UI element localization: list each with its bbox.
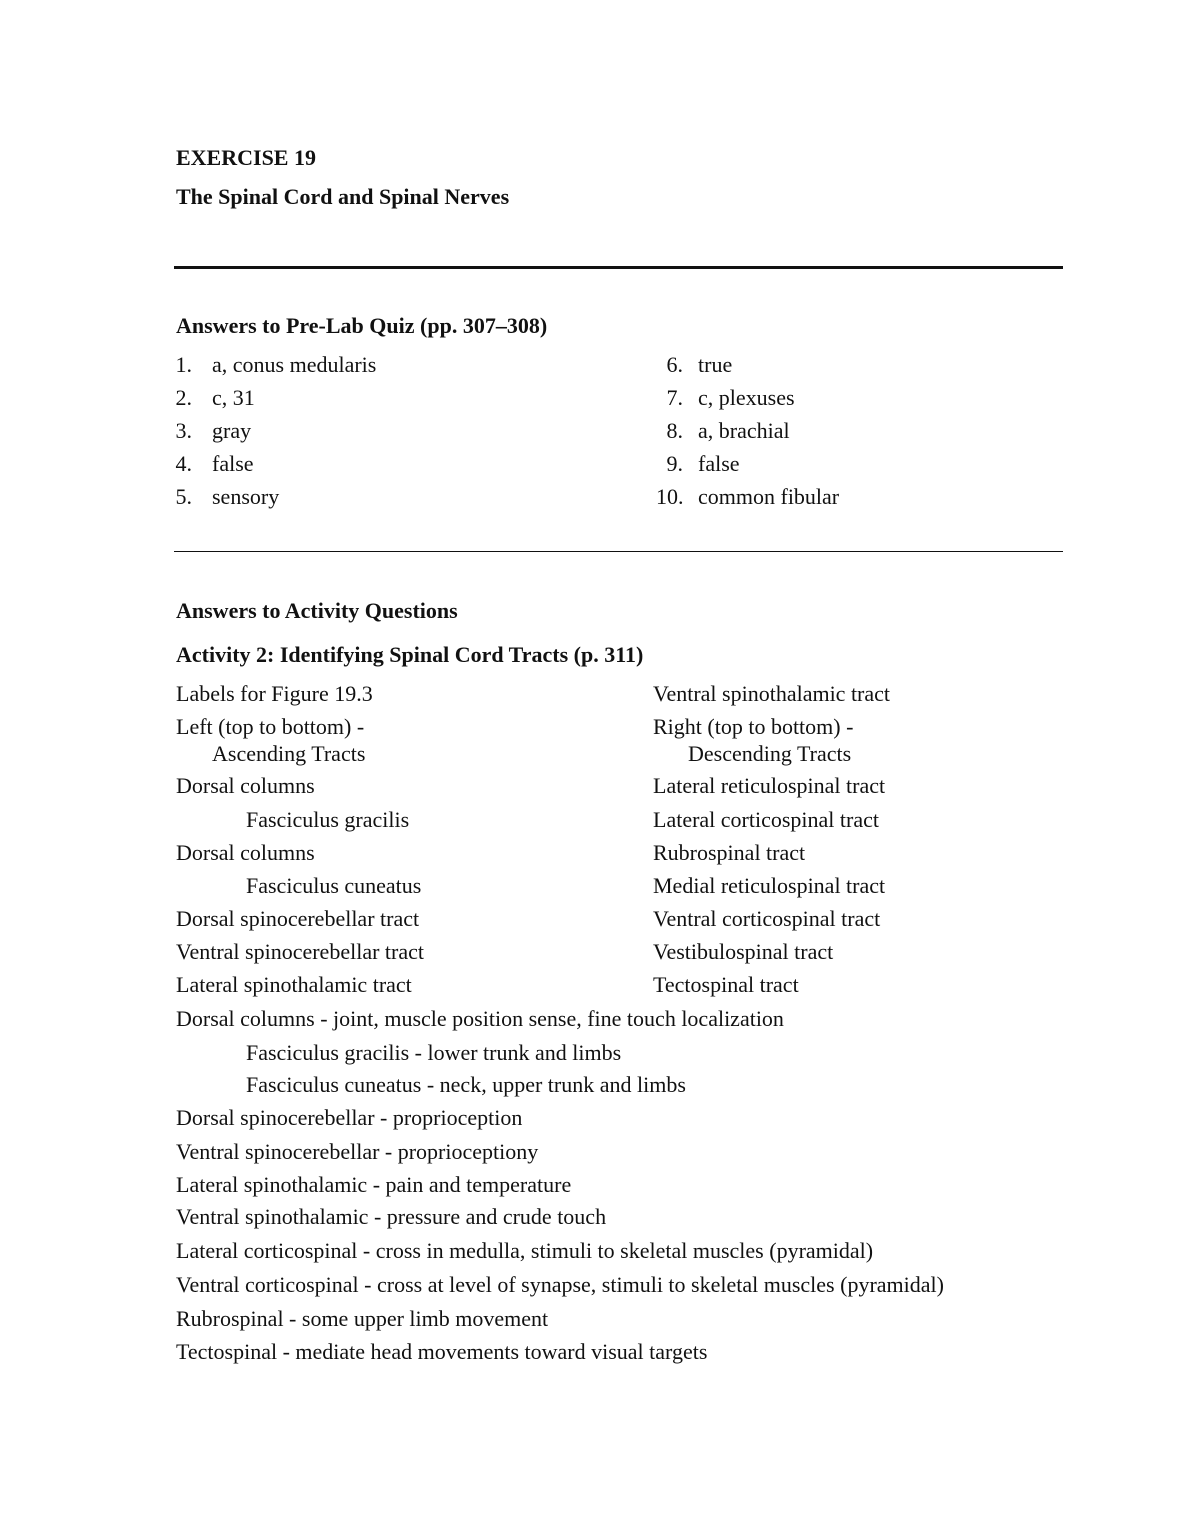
answer-text: c, 31 xyxy=(212,385,255,410)
tract-description: Tectospinal - mediate head movements toward visual targets xyxy=(176,1339,708,1364)
answer-text: false xyxy=(212,451,254,476)
answer-number: 7. xyxy=(666,385,683,410)
figure-label: Ventral spinocerebellar tract xyxy=(176,939,424,964)
figure-label: Rubrospinal tract xyxy=(653,840,806,865)
tract-description: Lateral corticospinal - cross in medulla, stimuli to skeletal muscles (pyramidal) xyxy=(176,1238,874,1263)
answer-number: 3. xyxy=(175,418,192,443)
figure-label: Lateral corticospinal tract xyxy=(653,807,879,832)
prelab-heading: Answers to Pre-Lab Quiz (pp. 307–308) xyxy=(176,313,548,338)
figure-label: Fasciculus gracilis xyxy=(246,807,410,832)
section-divider-thick xyxy=(174,266,1063,269)
answer-text: sensory xyxy=(212,484,280,509)
figure-label: Medial reticulospinal tract xyxy=(653,873,886,898)
figure-label: Fasciculus cuneatus xyxy=(246,873,422,898)
figure-label: Tectospinal tract xyxy=(653,972,799,997)
figure-label: Lateral spinothalamic tract xyxy=(176,972,412,997)
figure-label: Dorsal spinocerebellar tract xyxy=(176,906,420,931)
figure-label: Ascending Tracts xyxy=(212,741,366,766)
tract-description: Ventral spinothalamic - pressure and crude touch xyxy=(176,1204,607,1229)
answer-text: c, plexuses xyxy=(698,385,795,410)
answer-number: 8. xyxy=(666,418,683,443)
figure-label: Descending Tracts xyxy=(688,741,852,766)
figure-label: Labels for Figure 19.3 xyxy=(176,681,373,706)
tract-description: Fasciculus gracilis - lower trunk and limbs xyxy=(246,1040,622,1065)
answer-number: 4. xyxy=(175,451,192,476)
figure-label: Right (top to bottom) - xyxy=(653,714,854,739)
figure-label: Ventral spinothalamic tract xyxy=(653,681,891,706)
answer-text: a, brachial xyxy=(698,418,790,443)
activity-subheading: Activity 2: Identifying Spinal Cord Tracts (p. 311) xyxy=(176,642,644,667)
answer-text: true xyxy=(698,352,733,377)
figure-label: Lateral reticulospinal tract xyxy=(653,773,886,798)
tract-description: Lateral spinothalamic - pain and temperature xyxy=(176,1172,572,1197)
figure-label: Vestibulospinal tract xyxy=(653,939,834,964)
tract-description: Rubrospinal - some upper limb movement xyxy=(176,1306,549,1331)
section-divider-thin xyxy=(174,551,1063,552)
answer-number: 9. xyxy=(666,451,683,476)
answer-number: 6. xyxy=(666,352,683,377)
figure-label: Dorsal columns xyxy=(176,840,315,865)
answer-number: 5. xyxy=(175,484,192,509)
answer-text: a, conus medularis xyxy=(212,352,377,377)
page-title: The Spinal Cord and Spinal Nerves xyxy=(176,184,510,209)
answer-number: 1. xyxy=(175,352,192,377)
figure-label: Left (top to bottom) - xyxy=(176,714,365,739)
figure-label: Ventral corticospinal tract xyxy=(653,906,881,931)
figure-label: Dorsal columns xyxy=(176,773,315,798)
exercise-number: EXERCISE 19 xyxy=(176,145,316,170)
answer-number: 2. xyxy=(175,385,192,410)
answer-text: false xyxy=(698,451,740,476)
tract-description: Fasciculus cuneatus - neck, upper trunk and limbs xyxy=(246,1072,686,1097)
answer-text: gray xyxy=(212,418,252,443)
tract-description: Ventral spinocerebellar - proprioceptiony xyxy=(176,1139,539,1164)
tract-description: Ventral corticospinal - cross at level of synapse, stimuli to skeletal muscles (pyramidal) xyxy=(176,1272,944,1297)
activity-heading: Answers to Activity Questions xyxy=(176,598,458,623)
answer-text: common fibular xyxy=(698,484,840,509)
tract-description: Dorsal columns - joint, muscle position sense, fine touch localization xyxy=(176,1006,784,1031)
answer-number: 10. xyxy=(656,484,684,509)
tract-description: Dorsal spinocerebellar - proprioception xyxy=(176,1105,523,1130)
